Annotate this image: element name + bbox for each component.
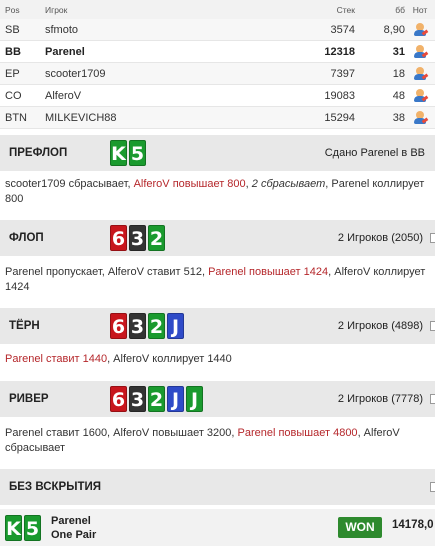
- won-amount: 14178,0: [392, 519, 434, 531]
- player-note[interactable]: [405, 111, 435, 125]
- player-bb: 38: [392, 111, 405, 124]
- playing-card: K: [5, 515, 22, 541]
- player-pos: CO: [5, 89, 22, 102]
- player-row[interactable]: [0, 41, 435, 63]
- player-row[interactable]: [0, 19, 435, 41]
- action-text: , AlferoV коллирует 1424: [5, 266, 426, 293]
- player-note[interactable]: [405, 67, 435, 81]
- player-player: scooter1709: [45, 67, 106, 80]
- player-stack: 19083: [324, 89, 355, 102]
- notes-icon[interactable]: [413, 45, 427, 59]
- turn-cards: [110, 313, 184, 339]
- expand-checkbox[interactable]: [430, 482, 435, 492]
- player-bb: 8,90: [383, 23, 405, 36]
- player-player: sfmoto: [45, 23, 79, 36]
- playing-card: 3: [129, 313, 146, 339]
- street-name: ПРЕФЛОП: [9, 147, 68, 159]
- action-text: , AlferoV коллирует 1440: [107, 353, 232, 365]
- playing-card: 3: [129, 386, 146, 412]
- action-text: , AlferoV сбрасывает: [5, 427, 400, 454]
- preflop-cards: [110, 140, 146, 166]
- street-river: [0, 381, 435, 417]
- action-text: scooter1709 сбрасывает,: [5, 178, 134, 190]
- street-name: ТЁРН: [9, 320, 40, 332]
- player-pos: BB: [5, 45, 21, 58]
- street-showdown: [0, 469, 435, 505]
- result-cards: [5, 515, 41, 541]
- action-text: Parenel пропускает, AlferoV ставит 512,: [5, 266, 209, 278]
- playing-card: J: [167, 313, 184, 339]
- street-info: 2 Игроков (7778): [337, 393, 423, 405]
- result-row: [0, 509, 435, 546]
- flop-actions: [5, 265, 430, 295]
- player-bb: 48: [392, 89, 405, 102]
- playing-card: 6: [110, 386, 127, 412]
- player-stack: 7397: [330, 67, 355, 80]
- player-stack: 3574: [330, 23, 355, 36]
- playing-card: 6: [110, 225, 127, 251]
- player-row[interactable]: [0, 63, 435, 85]
- player-stack: 12318: [324, 45, 355, 58]
- col-stack-header: Стек: [336, 4, 355, 15]
- won-badge: WON: [338, 517, 382, 538]
- player-row[interactable]: [0, 107, 435, 129]
- street-name: РИВЕР: [9, 393, 49, 405]
- flop-cards: [110, 225, 165, 251]
- street-name: ФЛОП: [9, 232, 44, 244]
- players-table-header: [0, 0, 435, 19]
- col-bb-header: бб: [395, 4, 405, 15]
- col-pos-header: Pos: [5, 4, 20, 15]
- notes-icon[interactable]: [413, 67, 427, 81]
- action-text: 2 сбрасывает: [251, 178, 326, 190]
- playing-card: 5: [24, 515, 41, 541]
- river-cards: [110, 386, 203, 412]
- street-name: БЕЗ ВСКРЫТИЯ: [9, 481, 102, 493]
- expand-checkbox[interactable]: [430, 321, 435, 331]
- preflop-actions: [5, 177, 430, 207]
- player-note[interactable]: [405, 23, 435, 37]
- playing-card: J: [167, 386, 184, 412]
- player-bb: 18: [392, 67, 405, 80]
- action-text: Parenel ставит 1440: [5, 353, 108, 365]
- col-player-header: Игрок: [45, 4, 68, 15]
- street-info: 2 Игроков (4898): [337, 320, 423, 332]
- player-note[interactable]: [405, 45, 435, 59]
- action-text: ,: [245, 178, 252, 190]
- street-turn: [0, 308, 435, 344]
- player-row[interactable]: [0, 85, 435, 107]
- result-player: [51, 514, 96, 542]
- player-player: Parenel: [45, 45, 85, 58]
- col-note-header: Нот: [412, 4, 428, 15]
- player-pos: BTN: [5, 111, 27, 124]
- notes-icon[interactable]: [413, 23, 427, 37]
- turn-actions: [5, 352, 430, 367]
- action-text: AlferoV повышает 800: [133, 178, 246, 190]
- player-player: MILKEVICH88: [45, 111, 117, 124]
- playing-card: 2: [148, 386, 165, 412]
- player-bb: 31: [392, 45, 405, 58]
- player-note[interactable]: [405, 89, 435, 103]
- playing-card: 5: [129, 140, 146, 166]
- playing-card: K: [110, 140, 127, 166]
- street-preflop: [0, 135, 435, 171]
- expand-checkbox[interactable]: [430, 233, 435, 243]
- action-text: , Parenel коллирует 800: [5, 178, 425, 205]
- street-info: 2 Игроков (2050): [337, 232, 423, 244]
- player-pos: EP: [5, 67, 20, 80]
- street-flop: [0, 220, 435, 256]
- action-text: Parenel повышает 1424: [208, 266, 329, 278]
- players-table: [0, 0, 435, 129]
- playing-card: 2: [148, 313, 165, 339]
- expand-checkbox[interactable]: [430, 394, 435, 404]
- player-pos: SB: [5, 23, 20, 36]
- river-actions: [5, 426, 430, 456]
- playing-card: J: [186, 386, 203, 412]
- winner-name: Parenel: [51, 514, 91, 527]
- winning-hand: One Pair: [51, 528, 97, 541]
- playing-card: 2: [148, 225, 165, 251]
- player-stack: 15294: [324, 111, 355, 124]
- player-player: AlferoV: [45, 89, 82, 102]
- action-text: Parenel повышает 4800: [237, 427, 358, 439]
- playing-card: 6: [110, 313, 127, 339]
- notes-icon[interactable]: [413, 89, 427, 103]
- street-info: Сдано Parenel в BB: [324, 147, 425, 159]
- notes-icon[interactable]: [413, 111, 427, 125]
- playing-card: 3: [129, 225, 146, 251]
- action-text: Parenel ставит 1600, AlferoV повышает 3200,: [5, 427, 238, 439]
